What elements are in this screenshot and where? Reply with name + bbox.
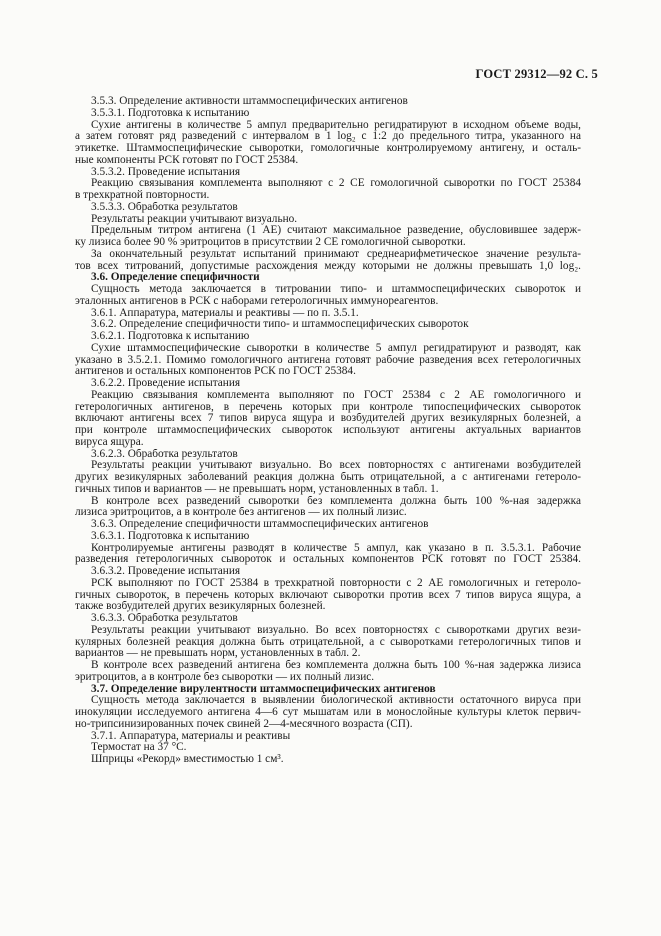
text-line: при контроле штаммоспецифических сывороток используют антигены актуальных вариантов [75,425,581,436]
text-line: но-трипсинизированных почек свиней 2—4-месячного возраста (СП). [75,718,413,730]
text-line: В контроле всех разведений антигена без комплемента должна быть 100 %-ная задержка лизиса [91,660,581,671]
text-line: Контролируемые антигены разводят в количестве 5 ампул, как указано в п. 3.5.3.1. Рабочие [91,542,581,554]
text-line: вариантов — не превышать норм, установленных в табл. 2. [75,648,361,660]
text-line: 3.6.2. Определение специфичности типо- и штаммоспецифических сывороток [91,319,469,331]
text-line: инокуляции исследуемого антигена 4—6 сут мышатам или в монослойные культуры клеток первич- [75,707,581,718]
text-line: 3.6.3.1. Подготовка к испытанию [91,530,250,542]
text-line: Сущность метода заключается в титровании типо- и штаммоспецифических сывороток и [91,284,581,295]
text-line: других везикулярных заболеваний реакция должна быть отрицательной, а с антигенами гетероло- [75,472,581,483]
text-line: 3.6.3. Определение специфичности штаммоспецифических антигенов [91,519,429,530]
text-line: Результаты реакции учитывают визуально. [91,213,298,225]
text-line: Сущность метода заключается в выявлении биологической активности остаточного вируса при [91,695,581,707]
section-heading-line: 3.6. Определение специфичности [91,272,260,284]
text-line: Результаты реакции учитывают визуально. Во всех повторностях с сыворотками других вези- [91,624,581,636]
text-line: ные компоненты РСК готовят по ГОСТ 25384. [75,154,299,166]
text-line: эритроцитов, а в контроле без сыворотки — их полный лизис. [75,671,375,683]
text-line: антигенов и остальных компонентов РСК по ГОСТ 25384. [75,366,356,378]
text-line: также возбудителей других везикулярных болезней. [75,601,326,613]
text-line: ку лизиса более 90 % эритроцитов в присутствии 2 СЕ гомологичной сыворотки. [75,237,466,248]
text-line: Сухие штаммоспецифические сыворотки в количестве 5 ампул регидратируют и разводят, как [91,342,581,354]
text-line: а затем готовят ряд разведений с интервалом в 1 log₂ с 1:2 до предельного титра, указанного на [75,131,581,143]
text-line: гичных сывороток, в перечень которых включают сыворотки против всех 7 типов вируса ящура, а [75,589,581,601]
text-line: указано в 3.5.2.1. Помимо гомологичного антигена готовят рабочие разведения всех гетерологичных [75,354,581,366]
text-line: кулярных болезней реакция должна быть отрицательной, а с сыворотками гетерологичных типов и [75,636,581,648]
text-line: 3.6.1. Аппаратура, материалы и реактивы — по п. 3.5.1. [91,307,359,319]
text-line: гичных типов и вариантов — не превышать норм, установленных в табл. 1. [75,483,439,495]
text-line: 3.7.1. Аппаратура, материалы и реактивы [91,730,291,742]
text-line: Предельным титром антигена (1 АЕ) считают максимальное разведение, обусловившее задерж- [91,225,581,237]
text-line: 3.6.3.3. Обработка результатов [91,613,238,624]
text-line: тов всех титрований, допустимые расхождения между которыми не должны превышать 1,0 log₂. [75,260,581,272]
text-line: гетерологичных антигенов, в перечень которых при контроле типоспецифических сывороток [75,401,581,413]
section-heading-line: 3.7. Определение вирулентности штаммоспецифических антигенов [91,683,436,695]
text-line: этикетке. Штаммоспецифические сыворотки, гомологичные контролируемому антигену, и осталь- [75,143,581,154]
text-line: лизиса эритроцитов, а в контроле без антигенов — их полный лизис. [75,507,407,519]
document-body [75,96,597,766]
text-line: За окончательный результат испытаний принимают среднеарифметическое значение результа- [91,248,581,260]
text-line: Реакцию связывания комплемента выполняют с 2 СЕ гомологичной сыворотки по ГОСТ 25384 [91,178,581,190]
text-line: 3.6.2.1. Подготовка к испытанию [91,331,250,342]
text-line: Результаты реакции учитывают визуально. Во всех повторностях с антигенами возбудителей [91,460,581,472]
text-line: разведения гетерологичных сывороток и остальных компонентов РСК готовят по ГОСТ 25384. [75,554,581,566]
text-line: 3.6.3.2. Проведение испытания [91,566,241,577]
text-line: 3.5.3.2. Проведение испытания [91,166,241,178]
text-line: Термостат на 37 °С. [91,742,187,754]
text-line: включают антигены всех 7 типов вируса ящура и возбудителей других везикулярных болезней, а [75,413,581,425]
text-line: Сухие антигены в количестве 5 ампул предварительно регидратируют в исходном объеме воды, [91,119,581,131]
text-line: Шприцы «Рекорд» вместимостью 1 см³. [91,754,284,765]
text-line: РСК выполняют по ГОСТ 25384 в трехкратной повторности с 2 АЕ гомологичных и гетероло- [91,577,581,589]
text-line: 3.5.3.1. Подготовка к испытанию [91,107,250,119]
text-line: Реакцию связывания комплемента выполняют по ГОСТ 25384 с 2 АЕ гомологичного и [91,389,581,401]
text-line: вируса ящура. [75,436,144,448]
text-line: В контроле всех разведений сыворотки без комплемента должна быть 100 %-ная задержка [91,495,581,507]
text-line: 3.5.3.3. Обработка результатов [91,201,238,213]
page-header: ГОСТ 29312—92 С. 5 [475,67,598,81]
text-line: 3.6.2.2. Проведение испытания [91,378,241,389]
text-line: в трехкратной повторности. [75,190,210,201]
text-line: эталонных антигенов в РСК с наборами гетерологичных иммунореагентов. [75,295,439,307]
text-line: 3.5.3. Определение активности штаммоспецифических антигенов [91,96,408,107]
text-line: 3.6.2.3. Обработка результатов [91,448,238,460]
